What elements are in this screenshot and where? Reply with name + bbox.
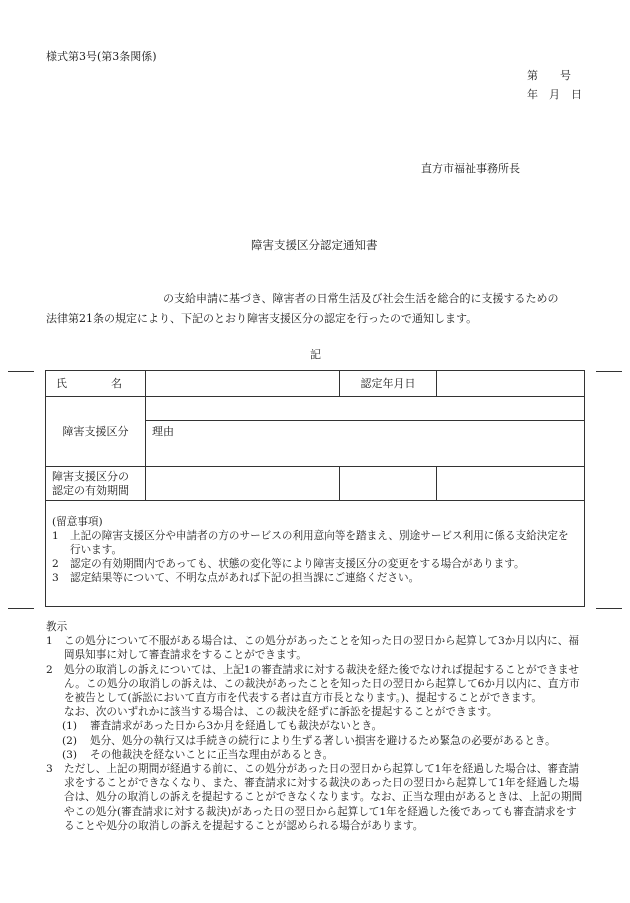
- notice-item: [46, 705, 586, 719]
- notice-number: 2: [46, 663, 53, 676]
- notice-subitem-text: その他裁決を経ないことに正当な理由があるとき。: [90, 748, 334, 761]
- validity-mid-cell: [340, 467, 437, 501]
- name-label-cell: [46, 371, 146, 397]
- notice-title: 教示: [46, 621, 68, 633]
- notice-subitem-number: (2): [62, 734, 78, 747]
- remark-item: [52, 571, 578, 585]
- reason-cell: [146, 421, 585, 467]
- notice-item: [46, 762, 586, 833]
- notice-section: [46, 620, 586, 833]
- notice-number: [46, 705, 64, 719]
- name-value-cell: [146, 371, 340, 397]
- notice-subitem-text: 審査請求があった日から3か月を経過しても裁決がないとき。: [90, 720, 383, 733]
- remarks-cell: [46, 501, 585, 607]
- document-date: 年 月 日: [527, 88, 582, 101]
- validity-end-cell: [437, 467, 585, 501]
- document-number: 第 号: [527, 69, 571, 82]
- category-label-cell: [46, 397, 146, 467]
- remark-number: 2: [52, 558, 59, 570]
- validity-start-cell: [146, 467, 340, 501]
- notice-subitem-number: (1): [62, 720, 78, 733]
- fold-mark-left-bottom: [8, 608, 34, 609]
- notice-number: 1: [46, 635, 53, 648]
- category-value-cell: [146, 397, 585, 421]
- remark-text: 認定結果等について、不明な点があれば下記の担当課にご連絡ください。: [70, 572, 420, 584]
- page-title: 障害支援区分認定通知書: [251, 238, 378, 252]
- validity-label-cell: [46, 467, 146, 501]
- validity-label-line-2: 認定の有効期間: [52, 483, 129, 497]
- remark-item: [52, 529, 578, 557]
- cert-date-label-cell: [340, 371, 437, 397]
- ki-heading: 記: [310, 348, 321, 361]
- notice-subitem: [46, 748, 586, 762]
- remark-number: 1: [52, 530, 59, 542]
- notice-text: 処分の取消しの訴えについては、上記1の審査請求に対する裁決を経た後でなければ提起することができません。この処分の取消しの訴えは、この裁決があったことを知った日の翌日から起算して6か月以内に、直方市を被告として(訴訟において直方市を代表する者は直方市長となります。)、提起することができます。: [64, 663, 580, 705]
- validity-label-line-1: 障害支援区分の: [52, 469, 129, 483]
- category-label: 障害支援区分: [62, 424, 129, 438]
- notice-item: [46, 663, 586, 706]
- certification-table: [45, 370, 585, 607]
- fold-mark-right-top: [596, 371, 622, 372]
- remark-text: 認定の有効期間内であっても、状態の変化等により障害支援区分の変更をする場合があります。: [70, 558, 525, 570]
- notice-subitem: [46, 719, 586, 733]
- intro-line-1: の支給申請に基づき、障害者の日常生活及び社会生活を総合的に支援するための: [163, 292, 559, 305]
- fold-mark-left-top: [8, 371, 34, 372]
- cert-date-label: 認定年月日: [360, 376, 416, 390]
- notice-text: この処分について不服がある場合は、この処分があったことを知った日の翌日から起算して3か月以内に、福岡県知事に対して審査請求をすることができます。: [64, 635, 579, 662]
- notice-subitem: [46, 734, 586, 748]
- intro-line-2: 法律第21条の規定により、下記のとおり障害支援区分の認定を行ったので通知します。: [46, 312, 478, 325]
- remark-text: 上記の障害支援区分や申請者の方のサービスの利用意向等を踏まえ、別途サービス利用に係る支給決定を行います。: [70, 530, 569, 556]
- remark-item: [52, 557, 578, 571]
- fold-mark-right-bottom: [596, 608, 622, 609]
- remarks-title: (留意事項): [52, 516, 103, 528]
- notice-item: [46, 634, 586, 662]
- name-label: 氏 名: [56, 376, 122, 390]
- notice-subitem-text: 処分、処分の執行又は手続きの続行により生ずる著しい損害を避けるため緊急の必要があるとき。: [90, 734, 556, 747]
- cert-date-value-cell: [437, 371, 585, 397]
- form-label: 様式第3号(第3条関係): [46, 50, 157, 63]
- issuer-name: 直方市福祉事務所長: [421, 162, 520, 175]
- notice-text: ただし、上記の期間が経過する前に、この処分があった日の翌日から起算して1年を経過した場合は、審査請求をすることができなくなり、また、審査請求に対する裁決のあった日の翌日から起算して1年を経過した場合は、処分の取消しの訴えを提起することができなくなります。なお、正当な理由があるときは、上記の期間やこの処分(審査請求に対する裁決)があった日の翌日から起算して1年を経過した後であっても審査請求をすることや処分の取消しの訴えを提起することが認められる場合があります。: [64, 763, 583, 832]
- notice-text: なお、次のいずれかに該当する場合は、この裁決を経ずに訴訟を提起することができます。: [64, 706, 498, 719]
- remark-number: 3: [52, 572, 59, 584]
- notice-number: 3: [46, 763, 53, 776]
- notice-subitem-number: (3): [62, 748, 78, 761]
- reason-label: 理由: [152, 425, 174, 438]
